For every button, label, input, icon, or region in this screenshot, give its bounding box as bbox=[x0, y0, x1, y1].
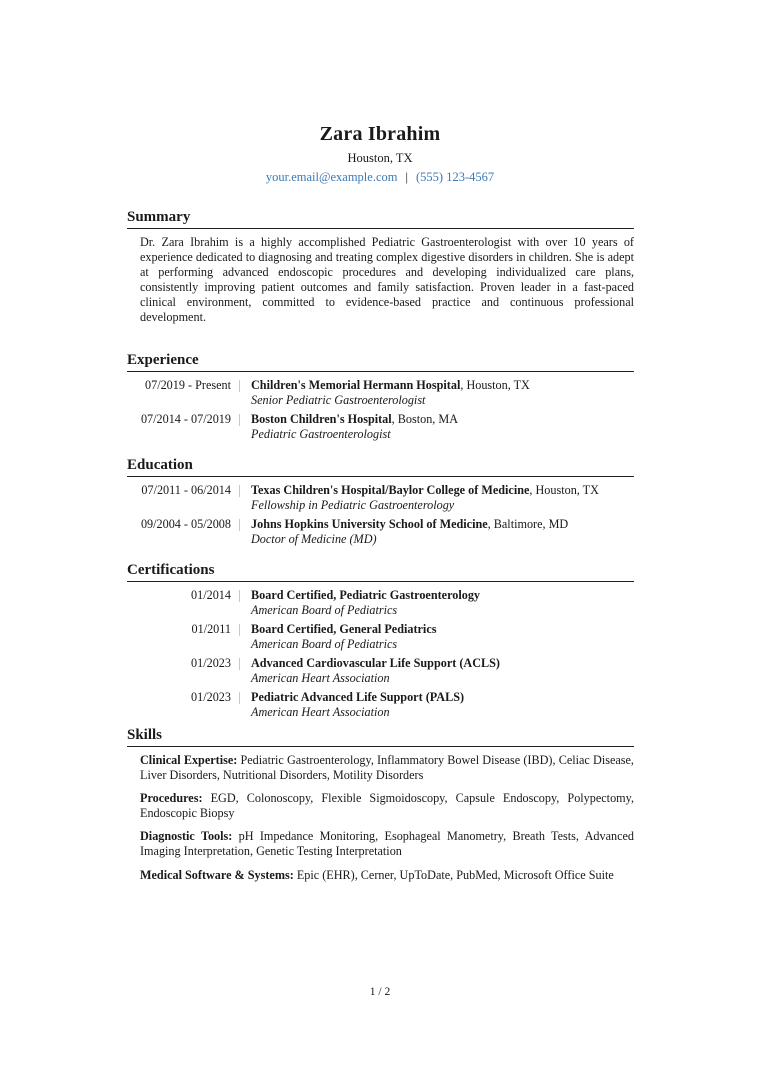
page-number: 1 / 2 bbox=[369, 986, 391, 998]
certification-name: Board Certified, Pediatric Gastroenterology bbox=[251, 588, 481, 602]
certifications-section bbox=[127, 561, 634, 724]
certification-issuer: American Heart Association bbox=[251, 705, 390, 719]
education-section bbox=[127, 456, 634, 551]
skills-heading: Skills bbox=[127, 726, 634, 747]
entry-date: 07/2014 - 07/2019 bbox=[140, 412, 231, 426]
summary-section bbox=[127, 208, 634, 326]
entry-role: Doctor of Medicine (MD) bbox=[251, 532, 377, 546]
entry-date: 01/2011 bbox=[191, 622, 231, 636]
certification-issuer: American Board of Pediatrics bbox=[251, 637, 398, 651]
summary-heading: Summary bbox=[127, 208, 634, 229]
entry-organization: Johns Hopkins University School of Medicine bbox=[251, 517, 488, 531]
certification-name: Advanced Cardiovascular Life Support (ACLS) bbox=[251, 656, 500, 670]
resume-header bbox=[0, 122, 760, 185]
skill-item bbox=[140, 829, 634, 859]
phone-link[interactable]: (555) 123-4567 bbox=[416, 170, 495, 184]
contact-line bbox=[0, 169, 760, 185]
contact-separator: | bbox=[405, 170, 408, 184]
certification-entry bbox=[127, 622, 634, 652]
entry-date: 07/2019 - Present bbox=[145, 378, 231, 392]
entry-location: , Houston, TX bbox=[529, 483, 599, 497]
education-entry bbox=[127, 483, 634, 513]
skill-label: Diagnostic Tools: bbox=[140, 829, 233, 844]
certification-entry bbox=[127, 588, 634, 618]
entry-role: Pediatric Gastroenterologist bbox=[251, 427, 391, 441]
education-entry bbox=[127, 517, 634, 547]
entry-date: 01/2023 bbox=[191, 656, 231, 670]
skill-item bbox=[140, 868, 634, 883]
skill-item bbox=[140, 791, 634, 821]
entry-organization: Texas Children's Hospital/Baylor College of Medicine bbox=[251, 483, 530, 497]
skill-text: EGD, Colonoscopy, Flexible Sigmoidoscopy, Capsule Endoscopy, Polypectomy, Endoscopic Biopsy bbox=[140, 791, 634, 821]
certification-entry bbox=[127, 690, 634, 720]
skill-label: Medical Software & Systems: bbox=[140, 867, 294, 882]
email-link[interactable]: your.email@example.com bbox=[265, 170, 398, 184]
entry-organization: Boston Children's Hospital bbox=[251, 412, 392, 426]
experience-heading: Experience bbox=[127, 351, 634, 372]
entry-date: 01/2023 bbox=[191, 690, 231, 704]
entry-location: , Baltimore, MD bbox=[487, 517, 569, 531]
certifications-heading: Certifications bbox=[127, 561, 634, 582]
entry-date: 07/2011 - 06/2014 bbox=[141, 483, 231, 497]
certification-name: Pediatric Advanced Life Support (PALS) bbox=[251, 690, 465, 704]
certification-name: Board Certified, General Pediatrics bbox=[251, 622, 437, 636]
skill-item bbox=[140, 753, 634, 783]
certification-issuer: American Heart Association bbox=[251, 671, 390, 685]
certification-entry bbox=[127, 656, 634, 686]
experience-entry bbox=[127, 412, 634, 442]
summary-text: Dr. Zara Ibrahim is a highly accomplished Pediatric Gastroenterologist with over 10 years of experience dedicated to diagnosing and treating complex digestive disorders in children. She is adept at performing advanced endoscopic procedures and developing individualized care plans, consistently improving patient outcomes and family satisfaction. Proven leader in a fast-paced clinical environment, committed to evidence-based practice and continuous professional development. bbox=[140, 235, 634, 325]
skill-text: pH Impedance Monitoring, Esophageal Manometry, Breath Tests, Advanced Imaging Interpretation, Genetic Testing Interpretation bbox=[140, 829, 634, 859]
experience-section bbox=[127, 351, 634, 446]
candidate-name: Zara Ibrahim bbox=[319, 123, 441, 145]
experience-entry bbox=[127, 378, 634, 408]
candidate-location: Houston, TX bbox=[347, 151, 413, 165]
entry-date: 01/2014 bbox=[191, 588, 231, 602]
skills-section bbox=[127, 726, 634, 891]
skill-text: Pediatric Gastroenterology, Inflammatory Bowel Disease (IBD), Celiac Disease, Liver Disorders, Nutritional Disorders, Motility Disorders bbox=[140, 753, 634, 783]
skill-label: Clinical Expertise: bbox=[140, 753, 238, 767]
entry-role: Fellowship in Pediatric Gastroenterology bbox=[251, 498, 455, 512]
entry-location: , Boston, MA bbox=[391, 412, 459, 426]
entry-organization: Children's Memorial Hermann Hospital bbox=[251, 378, 461, 392]
education-heading: Education bbox=[127, 456, 634, 477]
certification-issuer: American Board of Pediatrics bbox=[251, 603, 398, 617]
entry-date: 09/2004 - 05/2008 bbox=[140, 517, 231, 531]
entry-role: Senior Pediatric Gastroenterologist bbox=[251, 393, 426, 407]
skill-label: Procedures: bbox=[140, 791, 203, 806]
skill-text: Epic (EHR), Cerner, UpToDate, PubMed, Microsoft Office Suite bbox=[293, 867, 614, 882]
entry-location: , Houston, TX bbox=[460, 378, 530, 392]
